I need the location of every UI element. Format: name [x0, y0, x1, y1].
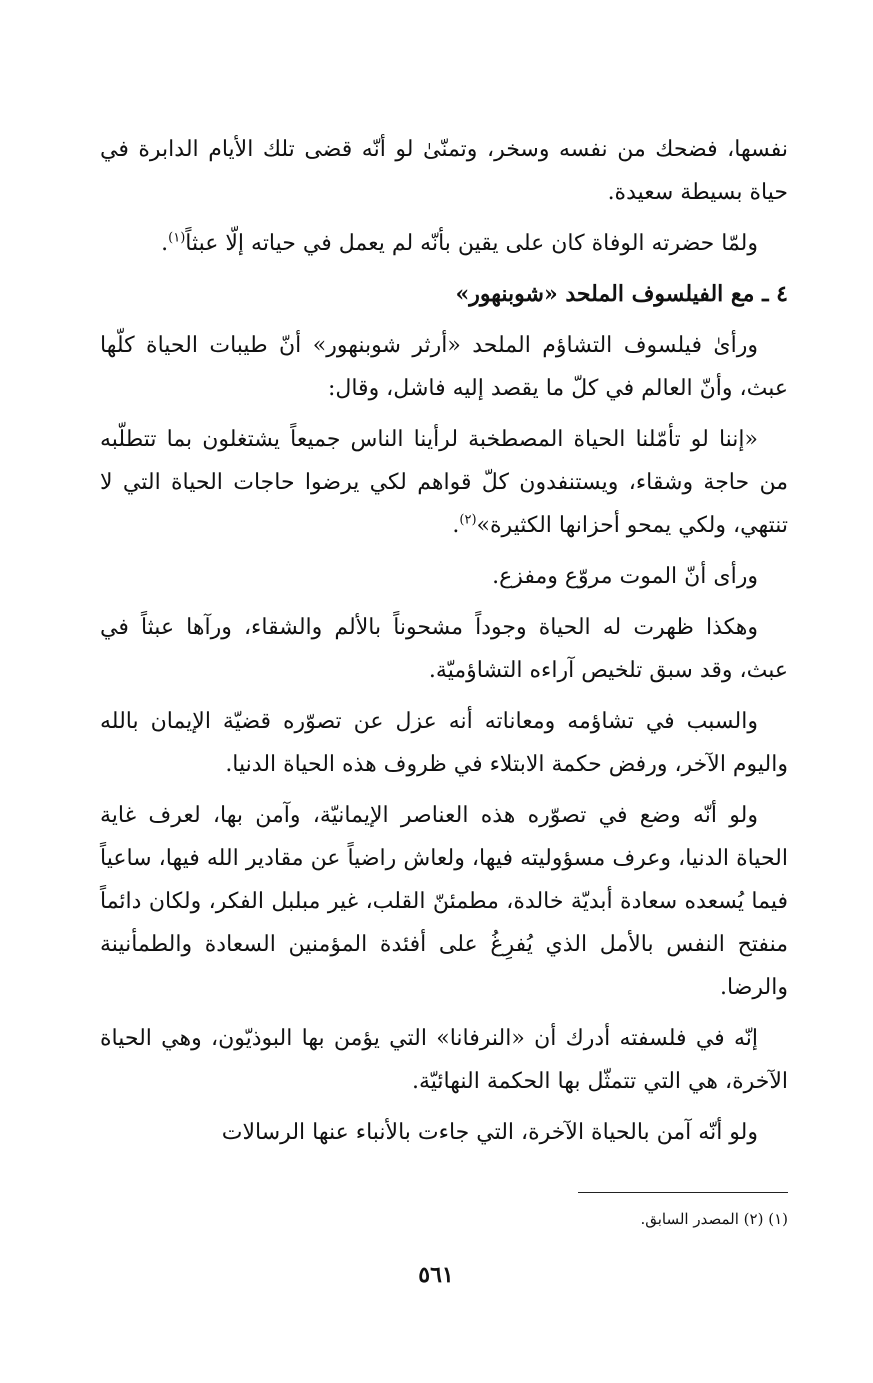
paragraph-5: ورأى أنّ الموت مروّع ومفزع. [492, 564, 758, 589]
footnote-divider [578, 1192, 788, 1193]
paragraph-3: ورأىٰ فيلسوف التشاؤم الملحد «أرثر شوبنهور» أنّ طيبات الحياة كلّها عبث، وأنّ العالم في كلّ ما يقصد إليه فاشل، وقال: [100, 333, 788, 401]
footnote-ref-2: (٢) [459, 512, 477, 528]
paragraph-2-text: ولمّا حضرته الوفاة كان على يقين بأنّه لم يعمل في حياته إلّا عبثاً [185, 231, 758, 256]
footnote: (١) (٢) المصدر السابق. [640, 1210, 788, 1228]
paragraph-4-end: . [452, 513, 460, 538]
paragraph-1: نفسها، فضحك من نفسه وسخر، وتمنّىٰ لو أنّه قضى تلك الأيام الدابرة في حياة بسيطة سعيدة. [100, 137, 788, 205]
paragraph-8: ولو أنّه وضع في تصوّره هذه العناصر الإيمانيّة، وآمن بها، لعرف غاية الحياة الدنيا، وعرف مسؤوليته فيها، ولعاش راضياً عن مقادير الله فيها، ساعياً فيما يُسعده سعادة أبديّة خالدة، مطمئنّ القلب، غير مبلبل الفكر، ولكان دائماً منفتح النفس بالأمل الذي يُفرِغُ على أفئدة المؤمنين السعادة والطمأنينة والرضا. [100, 803, 788, 1000]
footnote-ref-1: (١) [168, 230, 186, 246]
paragraph-2-end: . [161, 231, 169, 256]
paragraph-9: إنّه في فلسفته أدرك أن «النرفانا» التي يؤمن بها البوذيّون، وهي الحياة الآخرة، هي التي تتمثّل بها الحكمة النهائيّة. [100, 1026, 788, 1094]
paragraph-4-quote [100, 418, 788, 547]
page-number: ٥٦١ [418, 1262, 454, 1288]
paragraph-6: وهكذا ظهرت له الحياة وجوداً مشحوناً بالألم والشقاء، ورآها عبثاً في عبث، وقد سبق تلخيص آراءه التشاؤميّة. [100, 615, 788, 683]
paragraph-4-text: «إننا لو تأمّلنا الحياة المصطخبة لرأينا الناس جميعاً يشتغلون بما تتطلّبه من حاجة وشقاء، ويستنفدون كلّ قواهم لكي يرضوا حاجات الحياة التي لا تنتهي، ولكي يمحو أحزانها الكثيرة» [100, 427, 788, 538]
paragraph-7: والسبب في تشاؤمه ومعاناته أنه عزل عن تصوّره قضيّة الإيمان بالله واليوم الآخر، ورفض حكمة الابتلاء في ظروف هذه الحياة الدنيا. [100, 709, 788, 777]
section-heading: ٤ ـ مع الفيلسوف الملحد «شوبنهور» [455, 281, 788, 307]
page-body [100, 128, 788, 1162]
paragraph-10: ولو أنّه آمن بالحياة الآخرة، التي جاءت بالأنباء عنها الرسالات [221, 1120, 758, 1145]
paragraph-2 [100, 222, 788, 265]
